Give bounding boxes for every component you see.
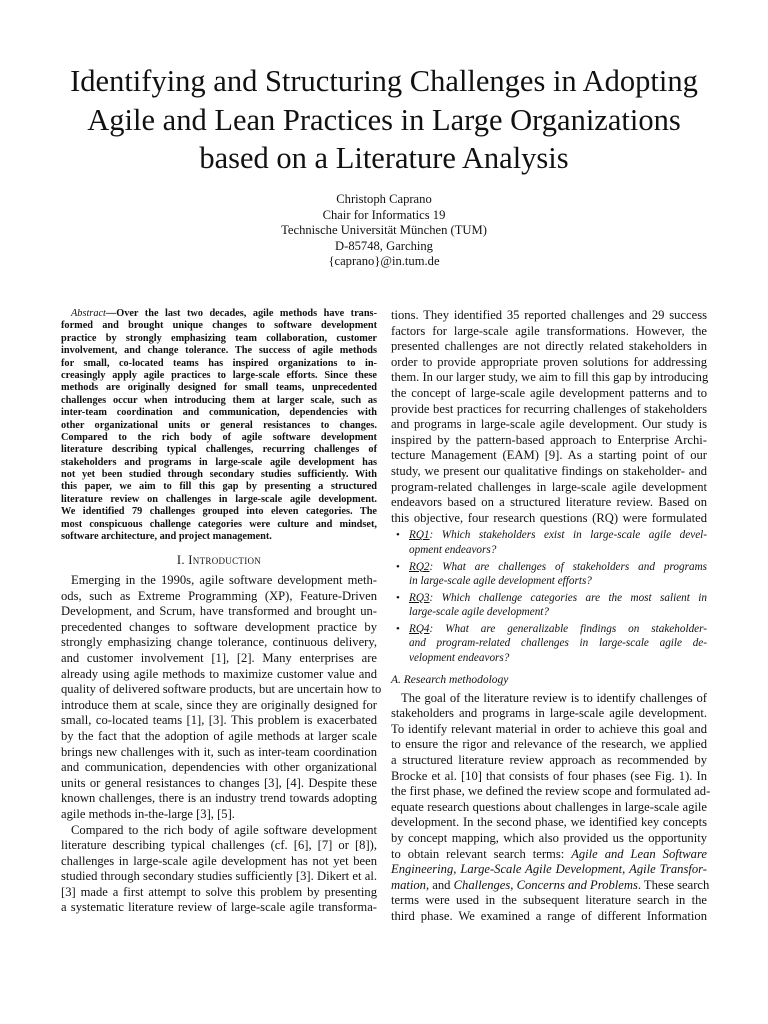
section-heading-introduction: I. Introduction [176, 553, 262, 568]
text-line: third phase. We examined a range of different Information [391, 908, 707, 923]
text-line: to obtain relevant search terms: Agile and Lean Software [391, 846, 707, 861]
author-city: D-85748, Garching [335, 238, 433, 253]
rq-id: RQ4 [409, 622, 430, 635]
bullet-icon: • [396, 560, 400, 573]
text-line: a systematic literature review of large-scale agile transforma- [61, 900, 377, 915]
text-line: The goal of the literature review is to identify challenges of [401, 690, 707, 705]
rq-line: and program-related challenges in large-scale agile de- [409, 637, 707, 650]
bullet-icon: • [396, 529, 400, 542]
bullet-icon: • [396, 622, 400, 635]
abstract-line: challenges occur when introducing them at larger scale, such as [61, 394, 377, 406]
abstract [61, 308, 377, 543]
text-line: and communication, dependencies with other organizational [61, 760, 377, 775]
text-line: endeavors based on a structured literature review. Based on [391, 495, 707, 510]
text-line: strongly emphasizing change tolerance, continuous delivery, [61, 635, 377, 650]
abstract-line: inter-team coordination and communication, dependencies with [61, 407, 377, 419]
abstract-line: other organizational units or general resistances to changes. [61, 419, 377, 431]
rq-id: RQ1 [409, 529, 430, 542]
text-line: a structured literature review approach as recommended by [391, 753, 707, 768]
text-line: terms were used in the subsequent literature search in the [391, 893, 707, 908]
method-paragraph [391, 690, 711, 925]
intro-paragraph-1 [61, 573, 382, 823]
text-line: order to provide appropriate proven solutions for addressing [391, 354, 707, 369]
text-line: equate research questions about challenges in large-scale agile [391, 799, 707, 814]
title-line: Agile and Lean Practices in Large Organizations [87, 102, 681, 137]
rq-line: RQ2: What are challenges of stakeholders and programs [409, 560, 707, 573]
text-line: units or general resistances to changes [3], [4]. Despite these [61, 775, 377, 790]
text-line: known challenges, there is an industry trend towards adopting [61, 791, 377, 806]
text-line: Engineering, Large-Scale Agile Development, Agile Transfor- [391, 862, 708, 877]
abstract-line: creasingly apply agile practices to large-scale efforts. Since these [61, 369, 377, 381]
text-line: study, we present our qualitative findings on stakeholder- and [391, 463, 707, 478]
research-question-item [391, 560, 707, 589]
abstract-line: We identified 79 challenges grouped into eleven categories. The [61, 506, 377, 518]
abstract-line: not yet been studied through secondary studies sufficiently. With [61, 469, 377, 481]
text-line: presented challenges are not directly related stakeholders in [391, 339, 707, 354]
text-line: mation, and Challenges, Concerns and Problems. These search [391, 877, 710, 892]
text-line: [3] made a first attempt to solve this problem by presenting [61, 884, 377, 899]
text-line: inspired by the pattern-based approach to Enterprise Archi- [391, 432, 707, 447]
text-line: already using agile methods to maximize customer value and [61, 666, 377, 681]
abstract-label: Abstract [71, 308, 106, 319]
text-line: provide best practices for recurring challenges of stakeholders [391, 401, 707, 416]
text-line: agile methods in-the-large [3], [5]. [61, 806, 235, 821]
text-line: challenges in large-scale agile development has not yet been [61, 853, 377, 868]
text-line: literature describing typical challenges (cf. [6], [7] or [8]), [61, 838, 377, 853]
text-line: and customer involvement [1], [2]. Many enterprises are [61, 650, 377, 665]
rq-id: RQ3 [409, 591, 430, 604]
intro-paragraph-2 [61, 823, 377, 917]
rq-line: large-scale agile development? [409, 606, 550, 619]
abstract-line: for small, co-located teams has inspired organizations to in- [61, 357, 377, 369]
text-line: them. In our larger study, we aim to fill this gap by introducing [391, 370, 709, 385]
search-term: Engineering [391, 862, 454, 877]
text-line: quality of delivered software products, but are uncertain how to [61, 682, 382, 697]
abstract-line: stakeholders and programs in large-scale agile development has [61, 456, 377, 468]
research-question-item [391, 622, 707, 666]
author-block [134, 192, 634, 270]
title-line: Identifying and Structuring Challenges in Adopting [70, 64, 698, 98]
text-line: Compared to the rich body of agile software development [71, 822, 377, 837]
left-column [61, 308, 382, 916]
research-question-item [391, 591, 707, 620]
search-term: Large-Scale Agile Development [460, 862, 623, 877]
text-line: Development, and Scrum, have transformed and brought un- [61, 604, 377, 619]
search-term: Agile and Lean Software [571, 846, 707, 861]
text-line: stakeholders and programs in large-scale agile development. [391, 706, 707, 721]
paper-title [30, 62, 738, 178]
rq-id: RQ2 [409, 560, 430, 573]
rq-line: RQ4: What are generalizable findings on stakeholder- [409, 622, 707, 635]
abstract-line: most conspicuous challenge categories were culture and mindset, [61, 518, 377, 530]
author-university: Technische Universität München (TUM) [281, 223, 487, 238]
abstract-line: practice by strongly emphasizing team collaboration, customer [61, 332, 377, 344]
right-paragraph-1 [391, 308, 707, 526]
search-term: Agile Transfor- [629, 862, 708, 877]
subsection-heading-research-methodology: A. Research methodology [391, 673, 509, 686]
text-line: by the fact that the adoption of agile methods at larger scale [61, 728, 377, 743]
rq-line: RQ3: Which challenge categories are the most salient in [409, 591, 707, 604]
text-line: the concept of large-scale agile development patterns and to [391, 385, 707, 400]
author-name: Christoph Caprano [336, 192, 432, 206]
text-line: tions. They identified 35 reported challenges and 29 success [391, 308, 707, 322]
text-line: the first phase, we defined the review scope and formulated ad- [391, 784, 711, 799]
text-line: brings new challenges with it, such as inter-team coordination [61, 744, 377, 759]
abstract-line: Abstract—Over the last two decades, agile methods have trans- [71, 308, 377, 319]
text-line: introduce them at scale, since they are originally designed for [61, 697, 377, 712]
abstract-line: formed and brought unique changes to software development [61, 320, 377, 332]
rq-line: in large-scale agile development efforts? [409, 575, 592, 588]
text-line: ods, such as Extreme Programming (XP), Feature-Driven [61, 588, 377, 603]
text-line: Brocke et al. [10] that consists of four phases (see Fig. 1). In [391, 768, 707, 783]
author-email: {caprano}@in.tum.de [328, 254, 440, 269]
text-line: tecture Management (EAM) [9]. As a starting point of our [391, 448, 707, 463]
text-line: this objective, four research questions (RQ) were formulated [391, 510, 707, 525]
text-line: to ensure the rigor and relevance of the research, we applied [391, 737, 707, 752]
rq-line: opment endeavors? [409, 543, 497, 556]
rq-line: RQ1: Which stakeholders exist in large-scale agile devel- [409, 529, 707, 542]
research-question-list [391, 528, 707, 665]
text-line: Emerging in the 1990s, agile software development meth- [71, 573, 377, 588]
text-line: development. In the second phase, we identified key concepts [391, 815, 707, 830]
abstract-line: this paper, we aim to fill this gap by presenting a structured [61, 481, 377, 493]
text-line: factors for large-scale agile transformations. However, the [391, 323, 707, 338]
text-line: small, co-located teams [1], [3]. This problem is exacerbated [61, 713, 377, 728]
abstract-line: literature review on challenges in large-scale agile development. [61, 493, 377, 505]
rq-line: velopment endeavors? [409, 652, 510, 665]
text-line: program-related challenges in large-scale agile development [391, 479, 707, 494]
right-column [391, 308, 711, 925]
research-question-item [391, 528, 707, 557]
text-line: and programs in large-scale agile development. Our study is [391, 417, 707, 432]
search-term: mation [391, 877, 426, 892]
text-line: by concept mapping, which also provided us the opportunity [391, 831, 707, 845]
abstract-line: methods are originally designed for small teams, unprecedented [61, 382, 377, 394]
title-line: based on a Literature Analysis [199, 141, 569, 175]
author-affiliation: Chair for Informatics 19 [322, 207, 446, 222]
abstract-line: literature describing typical challenges, recurring challenges of [61, 444, 377, 456]
text-line: To identify relevant material in order to achieve this goal and [391, 721, 707, 736]
abstract-line: involvement, and change tolerance. The success of agile methods [61, 345, 377, 357]
text-line: precedented changes to software development practice by [61, 619, 377, 634]
search-term: Challenges, Concerns and Problems [453, 877, 638, 892]
bullet-icon: • [396, 591, 400, 604]
abstract-line: software architecture, and project management. [61, 531, 272, 543]
abstract-line: Compared to the rich body of agile software development [61, 431, 377, 443]
text-line: studied through secondary studies sufficiently [3]. Dikert et al. [61, 869, 377, 884]
